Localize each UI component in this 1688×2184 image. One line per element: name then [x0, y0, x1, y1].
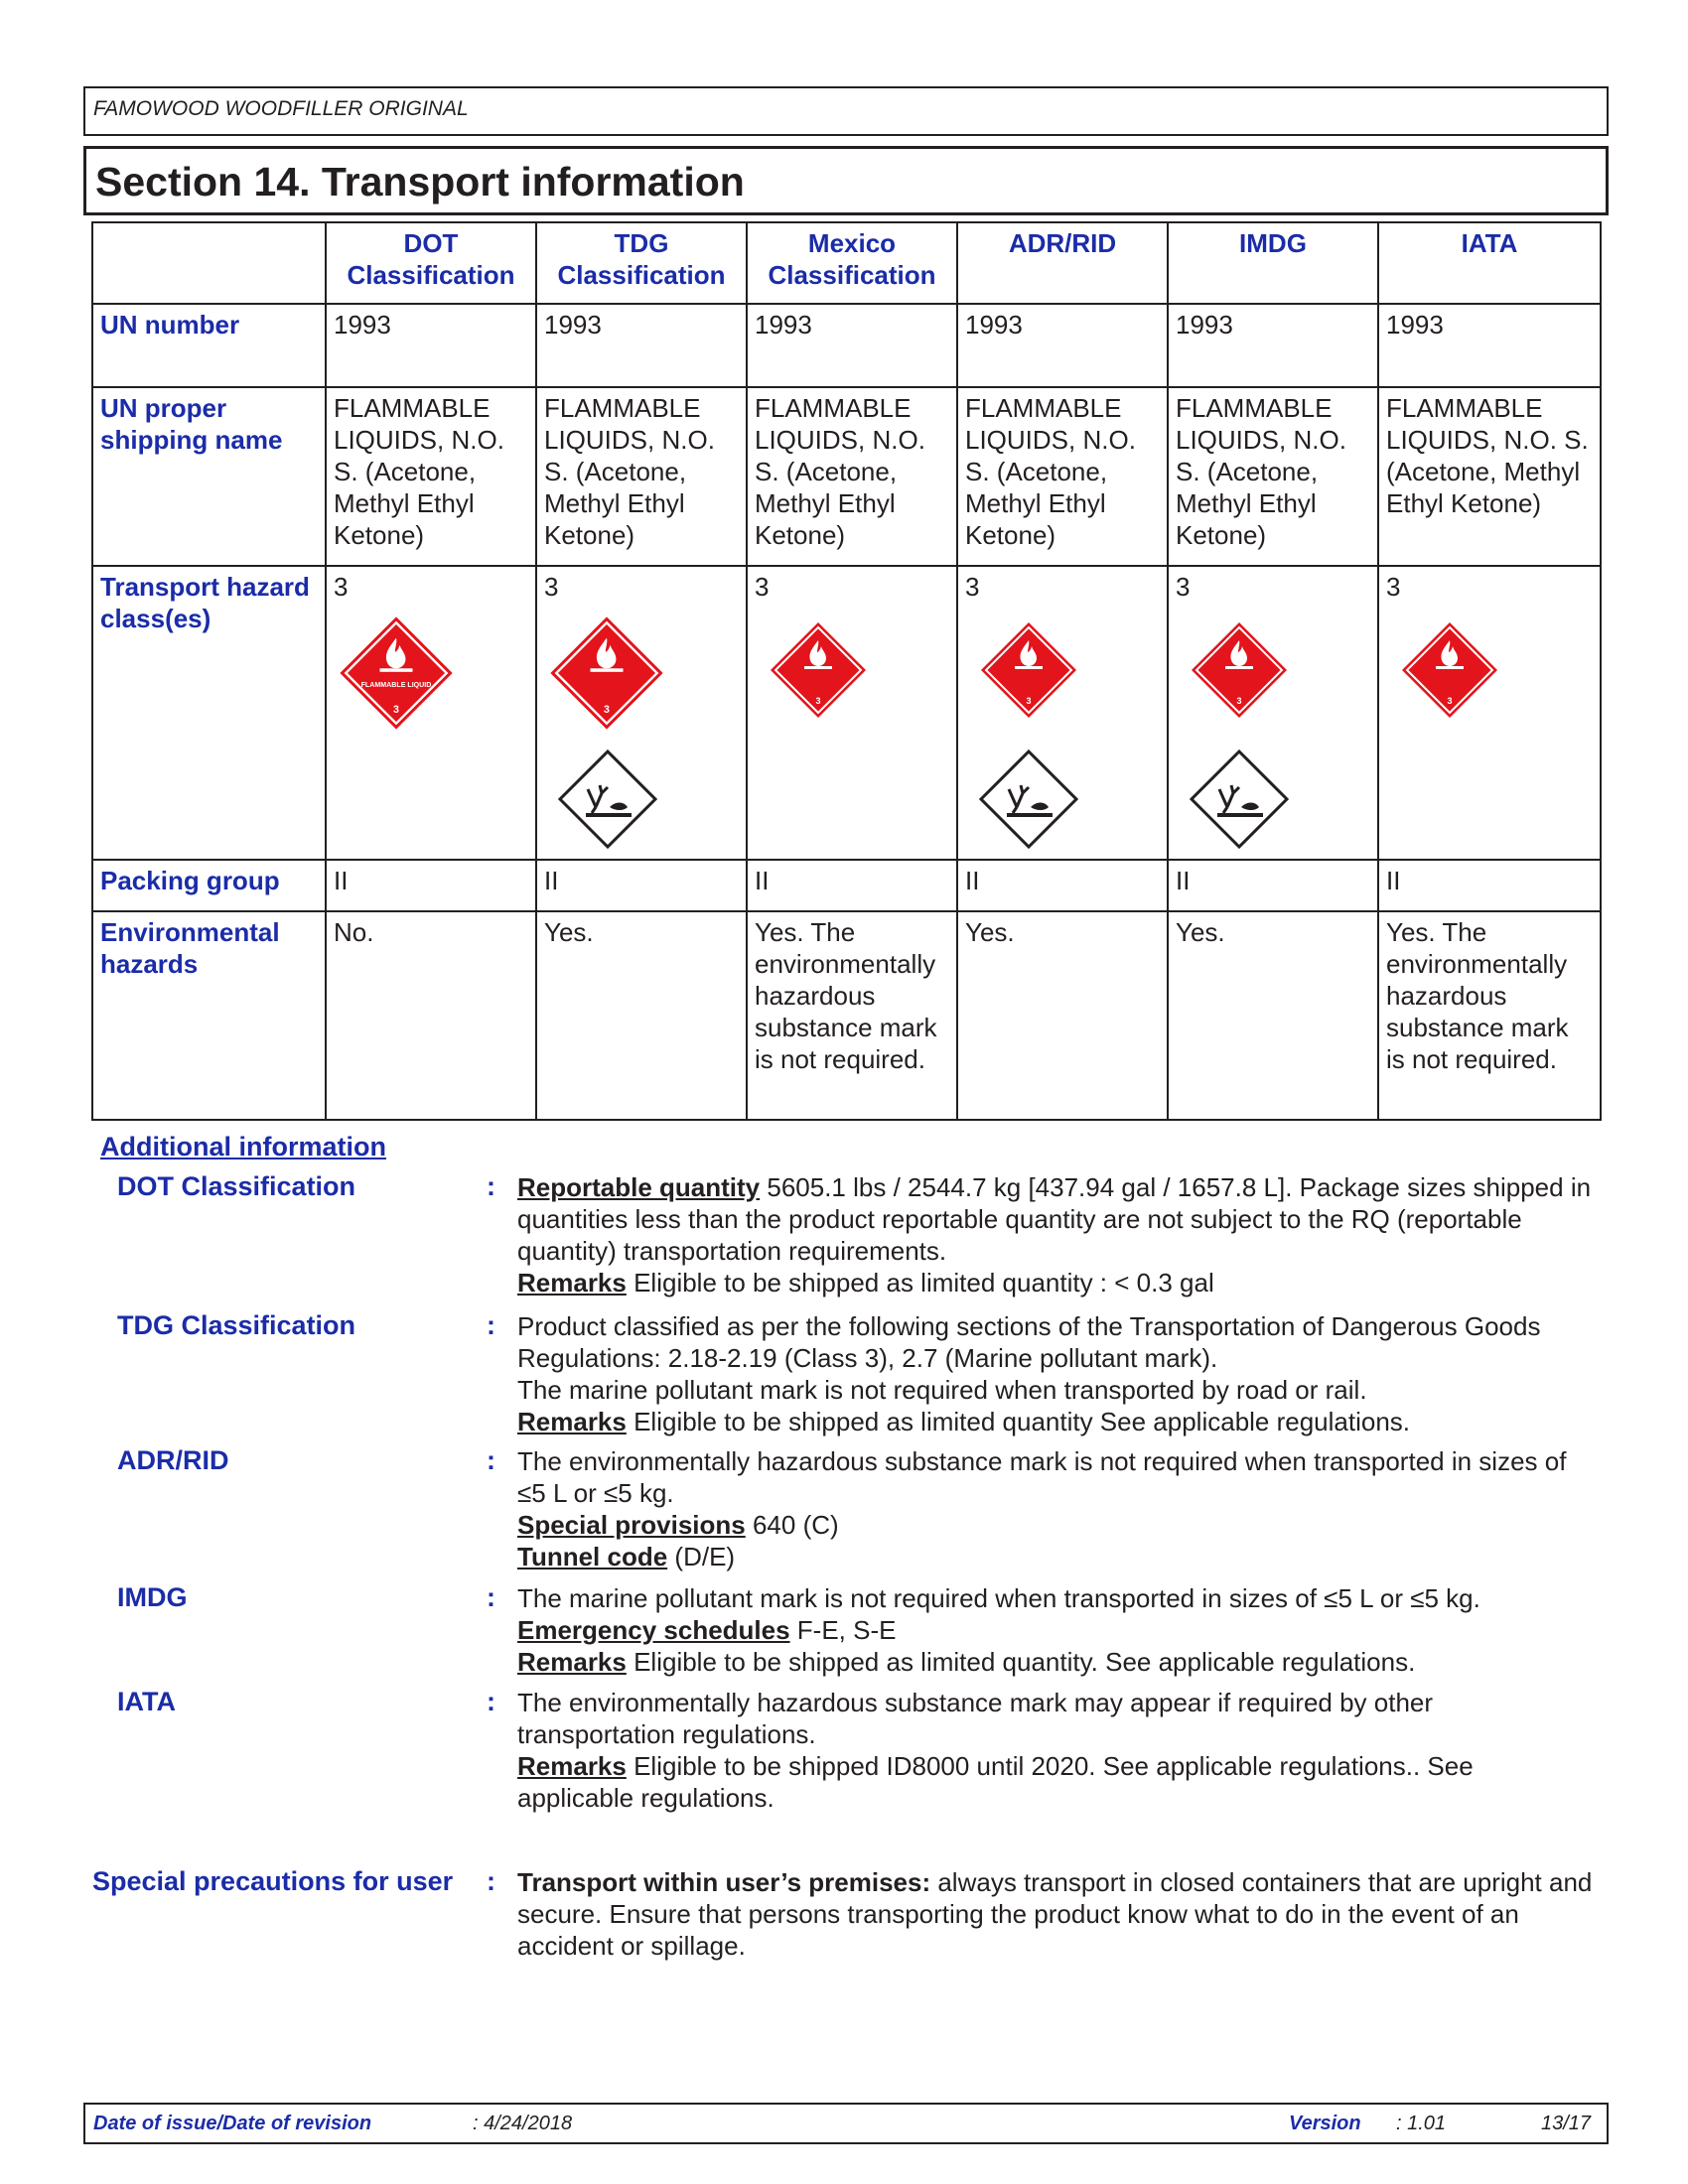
row-label: Environmental hazards — [92, 911, 326, 1120]
placard-number: 3 — [393, 704, 399, 717]
table-cell: 1993 — [957, 304, 1168, 387]
table-row — [92, 911, 1601, 1120]
date-value: : 4/24/2018 — [473, 2113, 573, 2134]
special-precautions-label: Special precautions for user — [92, 1866, 454, 1896]
table-header-row — [92, 222, 1601, 304]
imdg-remarks-paragraph — [517, 1646, 1595, 1678]
placard-number: 3 — [604, 704, 610, 717]
table-cell: 1993 — [1378, 304, 1601, 387]
table-cell — [326, 566, 536, 860]
table-cell: Yes. The environmentally hazardous substance mark is not required. — [747, 911, 957, 1120]
flammable-liquid-placard-icon — [338, 614, 455, 732]
placard-group — [965, 603, 1160, 851]
table-cell: FLAMMABLE LIQUIDS, N.O. S. (Acetone, Methyl Ethyl Ketone) — [747, 387, 957, 566]
adr-sp-paragraph — [517, 1509, 1595, 1541]
hazard-class-value: 3 — [755, 572, 770, 602]
hazard-class-value: 3 — [965, 572, 980, 602]
table-cell: FLAMMABLE LIQUIDS, N.O. S. (Acetone, Methyl Ethyl Ketone) — [957, 387, 1168, 566]
document-footer — [83, 2103, 1609, 2144]
paragraph-text: Eligible to be shipped as limited quantity. See applicable regulations. — [626, 1647, 1416, 1677]
paragraph-text: Eligible to be shipped ID8000 until 2020. See applicable regulations.. See applicable regulations. — [517, 1751, 1474, 1813]
iata-remarks-paragraph — [517, 1750, 1595, 1814]
table-cell: II — [1168, 860, 1378, 911]
table-cell: 1993 — [326, 304, 536, 387]
paragraph-text: Eligible to be shipped as limited quantity See applicable regulations. — [626, 1407, 1411, 1436]
marine-pollutant-icon — [558, 750, 657, 849]
keyword: Transport within user’s premises: — [517, 1867, 931, 1897]
section-header — [83, 146, 1609, 215]
paragraph-text: The environmentally hazardous substance mark may appear if required by other transportation regulations. — [517, 1688, 1434, 1749]
hazard-class-value: 3 — [1176, 572, 1191, 602]
paragraph-text: Product classified as per the following sections of the Transportation of Dangerous Goods Regulations: 2.18-2.19 (Class 3), 2.7 (Marine pollutant mark). — [517, 1311, 1541, 1373]
adr-info — [517, 1445, 1595, 1572]
colon: : — [487, 1582, 495, 1612]
table-cell: FLAMMABLE LIQUIDS, N.O. S. (Acetone, Methyl Ethyl Ketone) — [1168, 387, 1378, 566]
table-cell: 1993 — [1168, 304, 1378, 387]
table-cell: II — [326, 860, 536, 911]
dot-label: DOT Classification — [117, 1171, 356, 1201]
adr-label: ADR/RID — [117, 1445, 229, 1475]
section-title: Section 14. Transport information — [95, 159, 745, 205]
placard-group — [544, 603, 739, 851]
transport-table — [91, 221, 1602, 1121]
adr-tc-paragraph — [517, 1541, 1595, 1572]
placard-number: 3 — [1026, 696, 1032, 706]
hazard-class-value: 3 — [544, 572, 559, 602]
flammable-liquid-placard-icon — [1400, 620, 1499, 720]
keyword: Remarks — [517, 1407, 627, 1436]
row-label: Transport hazard class(es) — [92, 566, 326, 860]
iata-label: IATA — [117, 1687, 176, 1716]
flammable-liquid-placard-icon — [1190, 620, 1289, 720]
row-label: Packing group — [92, 860, 326, 911]
table-cell: II — [957, 860, 1168, 911]
special-precautions-info — [517, 1866, 1595, 1962]
dot-remarks-paragraph — [517, 1267, 1595, 1298]
column-header: ADR/RID — [957, 222, 1168, 304]
placard-group — [1176, 603, 1370, 851]
keyword: Remarks — [517, 1268, 627, 1297]
colon: : — [487, 1310, 495, 1340]
flammable-liquid-placard-icon — [769, 620, 868, 720]
row-label: UN proper shipping name — [92, 387, 326, 566]
column-header: Mexico Classification — [747, 222, 957, 304]
table-cell: Yes. — [957, 911, 1168, 1120]
tdg-info — [517, 1310, 1595, 1437]
version-value: : 1.01 — [1396, 2113, 1447, 2134]
table-cell: 1993 — [747, 304, 957, 387]
table-cell: FLAMMABLE LIQUIDS, N.O. S. (Acetone, Methyl Ethyl Ketone) — [536, 387, 747, 566]
table-cell — [747, 566, 957, 860]
table-cell: No. — [326, 911, 536, 1120]
placard-caption: FLAMMABLE LIQUID — [360, 681, 432, 690]
table-cell: II — [536, 860, 747, 911]
table-row — [92, 304, 1601, 387]
additional-info-title: Additional information — [100, 1132, 386, 1161]
product-name: FAMOWOOD WOODFILLER ORIGINAL — [93, 97, 469, 120]
flammable-liquid-placard-icon — [548, 614, 665, 732]
tdg-label: TDG Classification — [117, 1310, 356, 1340]
column-header: DOT Classification — [326, 222, 536, 304]
iata-info — [517, 1687, 1595, 1814]
hazard-class-value: 3 — [334, 572, 349, 602]
keyword: Emergency schedules — [517, 1615, 790, 1645]
table-cell — [1378, 566, 1601, 860]
header-empty-cell — [92, 222, 326, 304]
keyword: Remarks — [517, 1647, 627, 1677]
table-cell — [1168, 566, 1378, 860]
paragraph-text: 5605.1 lbs / 2544.7 kg [437.94 gal / 1657.8 L]. Package sizes shipped in quantities less than the product reportable quantity are not subject to the RQ (reportable quantity) transportation requirements. — [517, 1172, 1592, 1266]
placard-group — [1386, 603, 1593, 851]
hazard-class-value: 3 — [1386, 572, 1401, 602]
dot-info — [517, 1171, 1595, 1298]
table-row — [92, 566, 1601, 860]
table-cell — [536, 566, 747, 860]
imdg-info — [517, 1582, 1595, 1678]
table-row — [92, 387, 1601, 566]
paragraph-text: 640 (C) — [745, 1510, 839, 1540]
paragraph-text: The environmentally hazardous substance mark is not required when transported in sizes of ≤5 L or ≤5 kg. — [517, 1446, 1567, 1508]
table-cell: Yes. — [536, 911, 747, 1120]
placard-number: 3 — [1447, 696, 1453, 706]
placard-number: 3 — [1236, 696, 1242, 706]
marine-pollutant-icon — [1190, 750, 1289, 849]
document-header — [83, 86, 1609, 136]
dot-rq-paragraph — [517, 1171, 1595, 1267]
keyword: Special provisions — [517, 1510, 746, 1540]
paragraph-text: Eligible to be shipped as limited quantity : < 0.3 gal — [626, 1268, 1214, 1297]
paragraph-text: The marine pollutant mark is not required when transported in sizes of ≤5 L or ≤5 kg. — [517, 1583, 1480, 1613]
table-cell: FLAMMABLE LIQUIDS, N.O. S. (Acetone, Methyl Ethyl Ketone) — [1378, 387, 1601, 566]
version-label: Version — [1289, 2113, 1361, 2134]
column-header: TDG Classification — [536, 222, 747, 304]
table-cell: II — [747, 860, 957, 911]
row-label: UN number — [92, 304, 326, 387]
page-number: 13/17 — [1541, 2113, 1592, 2134]
placard-number: 3 — [815, 696, 821, 706]
table-cell: Yes. — [1168, 911, 1378, 1120]
table-cell — [957, 566, 1168, 860]
paragraph-text: (D/E) — [667, 1542, 736, 1571]
column-header: IMDG — [1168, 222, 1378, 304]
keyword: Tunnel code — [517, 1542, 668, 1571]
keyword: Remarks — [517, 1751, 627, 1781]
keyword: Reportable quantity — [517, 1172, 761, 1202]
paragraph-text: F-E, S-E — [789, 1615, 897, 1645]
imdg-es-paragraph — [517, 1614, 1595, 1646]
colon: : — [487, 1171, 495, 1201]
colon: : — [487, 1866, 495, 1896]
table-cell: Yes. The environmentally hazardous substance mark is not required. — [1378, 911, 1601, 1120]
tdg-remarks-paragraph — [517, 1406, 1595, 1437]
table-cell: II — [1378, 860, 1601, 911]
table-cell: 1993 — [536, 304, 747, 387]
table-row — [92, 860, 1601, 911]
colon: : — [487, 1445, 495, 1475]
marine-pollutant-icon — [979, 750, 1078, 849]
date-label: Date of issue/Date of revision — [93, 2113, 372, 2134]
colon: : — [487, 1687, 495, 1716]
paragraph-text: The marine pollutant mark is not required when transported by road or rail. — [517, 1375, 1367, 1405]
placard-group — [755, 603, 949, 851]
placard-group — [334, 603, 528, 851]
paragraph-text: always transport in closed containers that are upright and secure. Ensure that persons transporting the product know what to do in the event of an accident or spillage. — [517, 1867, 1593, 1961]
column-header: IATA — [1378, 222, 1601, 304]
flammable-liquid-placard-icon — [979, 620, 1078, 720]
table-cell: FLAMMABLE LIQUIDS, N.O. S. (Acetone, Methyl Ethyl Ketone) — [326, 387, 536, 566]
imdg-label: IMDG — [117, 1582, 188, 1612]
